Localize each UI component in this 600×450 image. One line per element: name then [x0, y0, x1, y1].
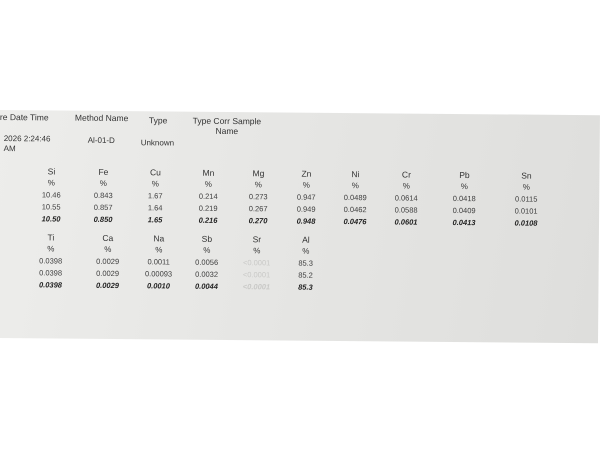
- average-value: 85.3: [298, 282, 313, 292]
- measurement-value: 0.0418: [452, 193, 476, 204]
- measurement-value: 0.0614: [394, 193, 418, 203]
- element-column-na: [133, 232, 184, 292]
- measurement-value: 0.0029: [96, 268, 120, 279]
- element-column-si: [26, 165, 77, 225]
- element-symbol: Na: [153, 233, 165, 244]
- measurement-value: 85.3: [298, 258, 314, 268]
- element-unit: %: [302, 246, 310, 256]
- average-value: 0.0108: [514, 218, 538, 228]
- row-method: Al-01-D: [87, 135, 115, 146]
- measurement-value: 0.0398: [39, 256, 63, 266]
- element-symbol: Ca: [102, 232, 114, 243]
- measurement-value: 0.214: [198, 191, 218, 201]
- element-column-ti: [25, 231, 76, 291]
- element-unit: %: [47, 178, 55, 188]
- measurement-value: 0.0409: [452, 205, 476, 216]
- element-column-mg: [233, 167, 284, 227]
- element-unit: %: [155, 245, 163, 255]
- element-column-cr: [381, 168, 432, 228]
- measurement-value: 0.267: [248, 204, 268, 214]
- measurement-value: <0.0001: [242, 258, 271, 268]
- element-column-sn: [501, 169, 552, 229]
- average-value: 0.0601: [394, 217, 418, 227]
- element-symbol: Sr: [252, 234, 262, 245]
- measurement-value: 0.00093: [144, 269, 173, 279]
- element-symbol: Si: [47, 166, 56, 177]
- measurement-value: 0.273: [248, 192, 268, 202]
- average-value: 0.0029: [95, 280, 119, 291]
- measurement-value: 0.0029: [96, 256, 120, 267]
- element-symbol: Cr: [401, 169, 411, 180]
- average-value: 0.0044: [194, 281, 218, 291]
- element-symbol: Sb: [201, 233, 213, 244]
- element-unit: %: [151, 179, 159, 189]
- element-unit: %: [203, 245, 211, 255]
- measurement-value: 0.0489: [343, 193, 367, 203]
- element-symbol: Ni: [351, 169, 360, 180]
- element-unit: %: [351, 181, 359, 191]
- header-type: Type: [148, 115, 168, 126]
- element-column-pb: [439, 169, 490, 229]
- element-unit: %: [104, 244, 112, 254]
- element-symbol: Sn: [521, 170, 532, 181]
- element-unit: %: [522, 182, 530, 192]
- average-value: 0.948: [296, 216, 316, 226]
- measurement-value: 0.0398: [39, 268, 63, 278]
- element-column-sb: [181, 233, 232, 293]
- average-value: 0.216: [198, 215, 218, 225]
- measurement-value: 1.64: [147, 203, 163, 213]
- element-symbol: Zn: [301, 168, 312, 179]
- element-unit: %: [402, 181, 410, 191]
- element-column-fe: [78, 166, 129, 226]
- header-method-name: Method Name: [74, 112, 129, 124]
- element-symbol: Ti: [47, 232, 55, 243]
- average-value: 0.0413: [452, 217, 476, 228]
- measurement-value: 10.55: [41, 202, 61, 212]
- measurement-value: 0.0462: [343, 205, 367, 215]
- element-column-cu: [130, 166, 181, 226]
- element-unit: %: [302, 180, 310, 190]
- element-symbol: Mn: [202, 167, 215, 178]
- row-datetime: 2026 2:24:46 AM: [3, 134, 51, 154]
- element-symbol: Fe: [98, 166, 109, 177]
- measurement-value: 85.2: [298, 270, 313, 280]
- measurement-value: 0.0588: [394, 205, 418, 215]
- measurement-value: 0.843: [93, 190, 113, 200]
- element-unit: %: [460, 182, 468, 192]
- element-column-zn: [281, 167, 332, 227]
- average-value: 1.65: [147, 215, 163, 225]
- average-value: 0.0010: [146, 281, 170, 291]
- measurement-value: 0.219: [198, 203, 218, 213]
- measurement-value: 0.0056: [195, 257, 219, 267]
- element-column-al: [280, 233, 331, 293]
- measurement-value: 0.949: [296, 204, 316, 214]
- element-column-ca: [82, 232, 133, 292]
- average-value: 10.50: [41, 214, 61, 224]
- average-value: 0.0398: [38, 280, 62, 290]
- measurement-value: 0.0101: [514, 206, 538, 216]
- element-unit: %: [204, 179, 212, 189]
- row-type: Unknown: [140, 138, 175, 148]
- element-column-mn: [183, 167, 234, 227]
- measurement-value: 0.0032: [195, 269, 219, 279]
- results-sheet: [0, 110, 600, 343]
- measurement-value: 0.857: [93, 202, 113, 212]
- element-unit: %: [254, 180, 262, 190]
- element-symbol: Cu: [149, 167, 161, 178]
- element-column-ni: [330, 168, 381, 228]
- element-symbol: Al: [302, 234, 310, 245]
- header-type-corr-sample-name: Type Corr Sample Name: [192, 115, 262, 137]
- element-unit: %: [99, 178, 107, 188]
- element-symbol: Pb: [459, 170, 470, 181]
- average-value: 0.0476: [343, 217, 367, 227]
- measurement-value: <0.0001: [242, 270, 271, 280]
- average-value: 0.850: [93, 214, 113, 224]
- element-symbol: Mg: [252, 168, 265, 179]
- measurement-value: 0.0115: [515, 194, 538, 204]
- measurement-value: 0.947: [296, 192, 316, 202]
- average-value: <0.0001: [242, 282, 271, 292]
- measurement-value: 1.67: [147, 191, 163, 201]
- measurement-value: 0.0011: [147, 257, 170, 267]
- element-unit: %: [253, 246, 261, 256]
- element-column-sr: [231, 233, 282, 293]
- element-unit: %: [47, 244, 55, 254]
- measurement-value: 10.46: [41, 190, 61, 200]
- header-date-time: re Date Time: [0, 111, 49, 123]
- average-value: 0.270: [248, 216, 268, 226]
